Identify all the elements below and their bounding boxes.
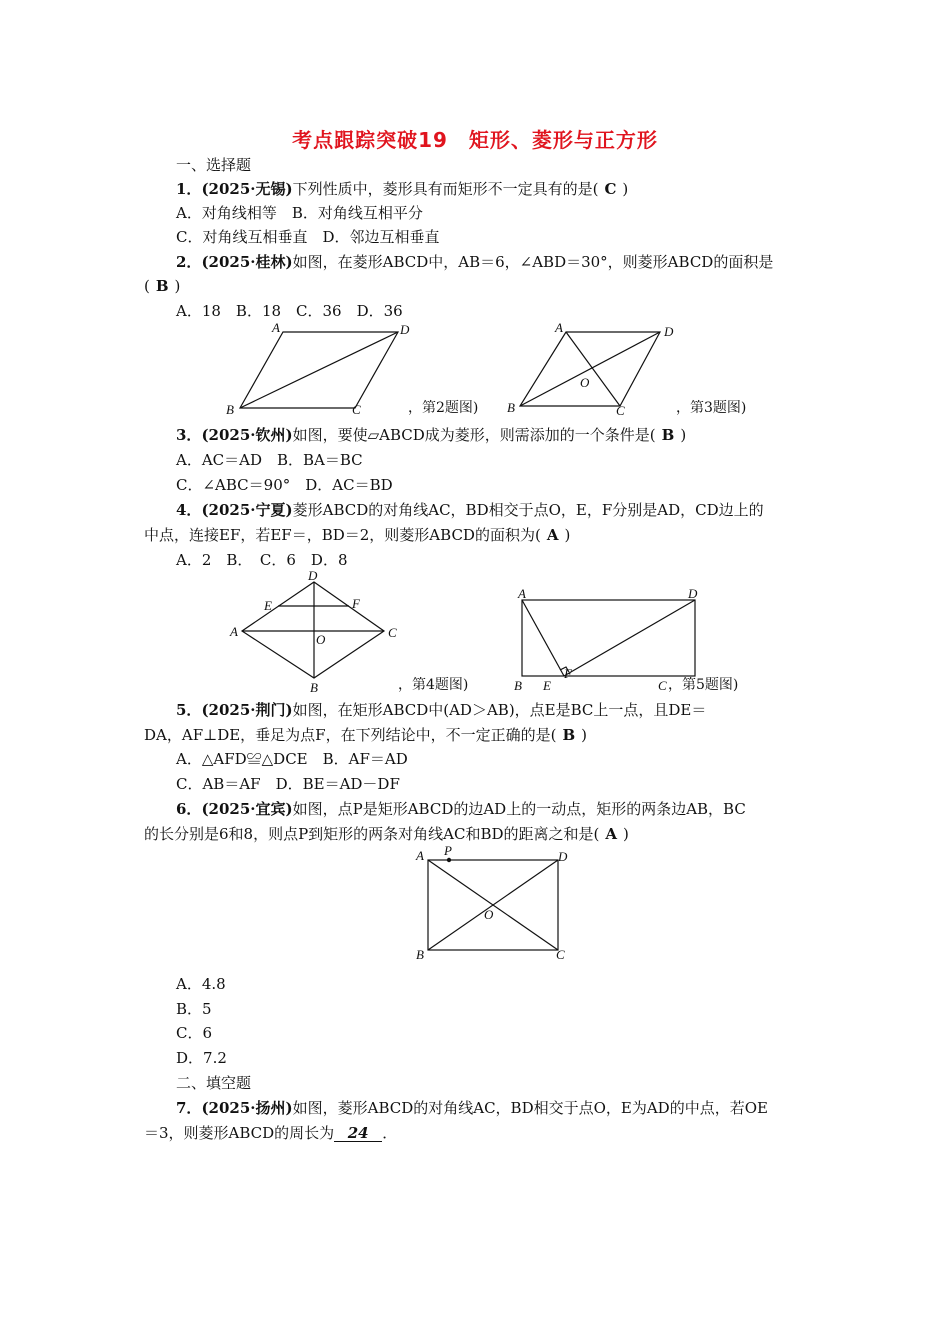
q4-text-line2: 中点，连接EF，若EF＝，BD＝2，则菱形ABCD的面积为( [144,526,541,544]
fig4-label-f: F [352,596,360,611]
fig4-label-a: A [230,624,238,639]
q5-number: 5． [176,701,202,719]
q4-line2 [144,528,570,543]
question-6 [176,802,746,817]
fig6-label-a: A [416,848,424,863]
q1-source: (2025·无锡) [201,180,293,198]
figure-2 [220,320,420,420]
q2-answer-line [144,279,180,294]
fig6-point-p [447,858,451,862]
fig2-caption: ，第2题图) [408,400,479,416]
q7-line2 [144,1126,397,1142]
figure-6 [410,843,580,962]
fig5-label-a: A [518,586,526,601]
q6-option-d: D．7.2 [176,1049,227,1067]
fig5-rectangle [522,600,695,676]
fig2-label-c: C [352,402,361,417]
q4-close: ) [564,526,571,544]
fig4-rhombus [242,582,384,678]
q5-close: ) [581,726,587,744]
q5-text-line2: DA，AF⊥DE，垂足为点F，在下列结论中，不一定正确的是( [144,726,557,744]
fig4-label-b: B [310,680,318,695]
q1-options-cd: C．对角线互相垂直 D．邻边互相垂直 [176,228,440,246]
fig5-segment-de [564,600,695,676]
q3-options-cd: C．∠ABC＝90° D．AC＝BD [176,476,393,494]
q6-source: (2025·宜宾) [201,800,293,818]
q3-number: 3． [176,426,202,444]
q2-source: (2025·桂林) [201,253,293,271]
question-5 [176,703,706,718]
q6-text-line2: 的长分别是6和8，则点P到矩形的两条对角线AC和BD的距离之和是( [144,825,600,843]
q1-number: 1． [176,180,202,198]
fig2-diagonal-bd [240,332,398,408]
q5-text: 如图，在矩形ABCD中(AD＞AB)，点E是BC上一点，且DE＝ [292,701,707,719]
q3-source: (2025·钦州) [201,426,293,444]
q7-end: ． [382,1124,398,1142]
q3-options-ab: A．AC＝AD B．BA＝BC [176,451,363,469]
fig5-label-c: C [658,678,667,693]
q2-answer: B [155,277,169,295]
fig3-caption: ，第3题图) [676,400,747,416]
fig5-label-e: E [543,678,551,693]
figure-3 [500,320,700,420]
q7-number: 7． [176,1099,202,1117]
q5-options-cd: C．AB＝AF D．BE＝AD－DF [176,775,400,793]
q6-answer: A [605,825,618,843]
figure-4 [228,568,408,698]
fig6-label-c: C [556,947,565,962]
q7-text: 如图，菱形ABCD的对角线AC，BD相交于点O，E为AD的中点，若OE [292,1099,768,1117]
q5-answer: B [562,726,576,744]
fig2-label-a: A [272,320,280,335]
fig4-label-c: C [388,625,397,640]
question-3 [176,428,686,443]
fig3-label-c: C [616,403,625,418]
question-1 [176,182,628,197]
fig3-label-b: B [507,400,515,415]
q5-source: (2025·荆门) [201,701,293,719]
q1-close: ) [622,180,629,198]
q2-options: A．18 B．18 C．36 D．36 [176,302,403,320]
fig4-label-e: E [264,598,272,613]
q5-options-ab: A．△AFD≌△DCE B．AF＝AD [176,750,408,768]
fig5-label-d: D [688,586,698,601]
fig5-label-f: F [564,666,572,681]
q3-close: ) [680,426,687,444]
q1-answer: C [604,180,617,198]
q6-option-b: B．5 [176,1000,212,1018]
q4-source: (2025·宁夏) [201,501,293,519]
fig6-label-b: B [416,947,424,962]
q4-options: A．2 B． C．6 D．8 [176,551,348,569]
fig6-label-d: D [558,849,568,864]
fig3-diagonal-ac [566,332,620,406]
fig4-label-d: D [308,568,318,583]
fig5-caption: ，第5题图) [668,677,739,693]
q6-line2 [144,827,629,842]
q6-number: 6． [176,800,202,818]
question-7 [176,1101,768,1116]
section-choice: 一、选择题 [176,156,252,174]
q6-option-c: C．6 [176,1024,213,1042]
fig6-label-p: P [444,843,452,858]
fig2-label-d: D [400,322,410,337]
section-fill: 二、填空题 [176,1074,252,1092]
question-4 [176,503,764,518]
q2-text: 如图，在菱形ABCD中，AB＝6，∠ABD＝30°，则菱形ABCD的面积是 [292,253,774,271]
q2-open: ( [144,277,150,295]
fig5-label-b: B [514,678,522,693]
fig3-label-d: D [664,324,674,339]
fig5-segment-ae [522,600,564,676]
q6-close: ) [623,825,629,843]
q7-text-line2: ＝3，则菱形ABCD的周长为 [144,1124,335,1142]
fig4-caption: ，第4题图) [398,677,469,693]
fig3-label-a: A [555,320,563,335]
q5-line2 [144,728,587,743]
q7-answer-blank: 24 [334,1126,382,1142]
q1-text: 下列性质中，菱形具有而矩形不一定具有的是( [292,180,599,198]
fig3-label-o: O [580,375,590,390]
q7-source: (2025·扬州) [201,1099,293,1117]
q3-answer: B [661,426,675,444]
fig6-label-o: O [484,907,494,922]
q2-number: 2． [176,253,202,271]
q2-close: ) [174,277,181,295]
q6-text: 如图，点P是矩形ABCD的边AD上的一动点，矩形的两条边AB，BC [292,800,746,818]
fig3-diagonal-bd [520,332,660,406]
q3-text: 如图，要使▱ABCD成为菱形，则需添加的一个条件是( [292,426,656,444]
q4-text: 菱形ABCD的对角线AC，BD相交于点O，E，F分别是AD，CD边上的 [292,501,764,519]
fig2-label-b: B [226,402,234,417]
page-title: 考点跟踪突破19 矩形、菱形与正方形 [292,128,658,152]
fig4-label-o: O [316,632,326,647]
q6-option-a: A．4.8 [176,975,226,993]
q4-answer: A [546,526,559,544]
q4-number: 4． [176,501,202,519]
question-2 [176,255,773,270]
q1-options-ab: A．对角线相等 B．对角线互相平分 [176,204,423,222]
